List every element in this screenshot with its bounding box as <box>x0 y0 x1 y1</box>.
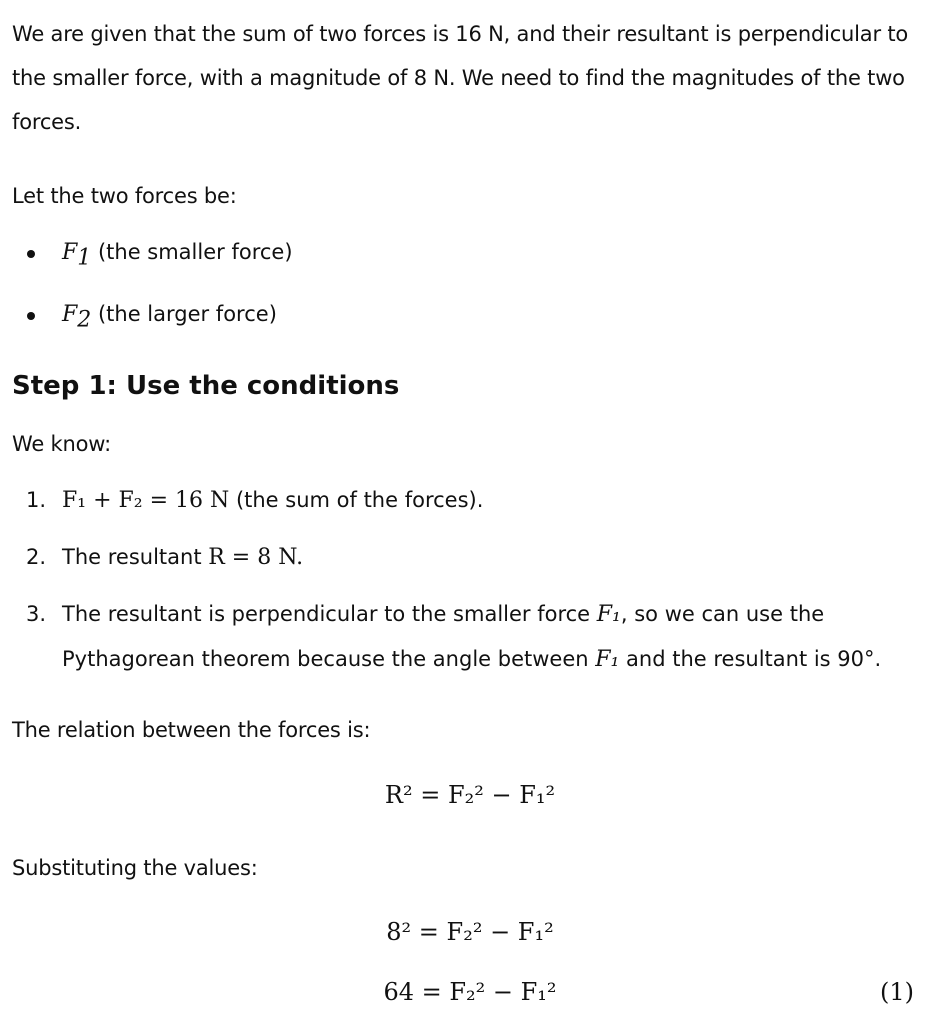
resultant-equation: R = 8 N. <box>208 545 304 570</box>
item-text: The resultant is perpendicular to the smaller force <box>62 602 591 626</box>
step-heading: Step 1: Use the conditions <box>12 371 400 401</box>
bullet-icon <box>27 250 35 258</box>
sum-equation: F₁ + F₂ = 16 N <box>62 488 230 513</box>
relation-equation: R² = F₂² − F₁² <box>384 781 556 809</box>
item-number: 3. <box>26 602 47 626</box>
item-text: and the resultant is 90°. <box>626 647 882 671</box>
let-line: Let the two forces be: <box>12 184 237 208</box>
relation-intro: The relation between the forces is: <box>12 718 371 742</box>
list-item <box>0 592 922 682</box>
list-item <box>0 292 922 342</box>
we-know-line: We know: <box>12 432 111 456</box>
force-symbol: $F_2$ <box>62 302 92 333</box>
conditions-list <box>0 478 922 682</box>
intro-paragraph: We are given that the sum of two forces is 16 N, and their resultant is perpendicular to the smaller force, with a magnitude of 8 N. We need to find the magnitudes of the two forces. <box>12 22 909 134</box>
force-symbol: F₁ <box>595 647 620 672</box>
equation-label: (1) <box>880 978 914 1006</box>
substitution-equation: 8² = F₂² − F₁² <box>386 918 554 946</box>
force-description: (the smaller force) <box>97 240 293 264</box>
list-item <box>0 535 922 580</box>
force-symbol: $F_1$ <box>62 240 92 271</box>
item-number: 1. <box>26 488 47 512</box>
substitution-equation-64: 64 = F₂² − F₁² <box>383 978 557 1006</box>
substituting-line: Substituting the values: <box>12 856 258 880</box>
list-item <box>0 478 922 523</box>
item-number: 2. <box>26 545 47 569</box>
item-text: The resultant <box>62 545 202 569</box>
force-description: (the larger force) <box>97 302 277 327</box>
item-text: (the sum of the forces). <box>235 488 484 512</box>
forces-list <box>0 230 922 343</box>
item-text: , so we can use the Pythagorean theorem because the angle between <box>62 602 825 671</box>
force-symbol: F₁ <box>596 602 621 627</box>
list-item <box>0 230 922 280</box>
bullet-icon <box>27 312 35 320</box>
